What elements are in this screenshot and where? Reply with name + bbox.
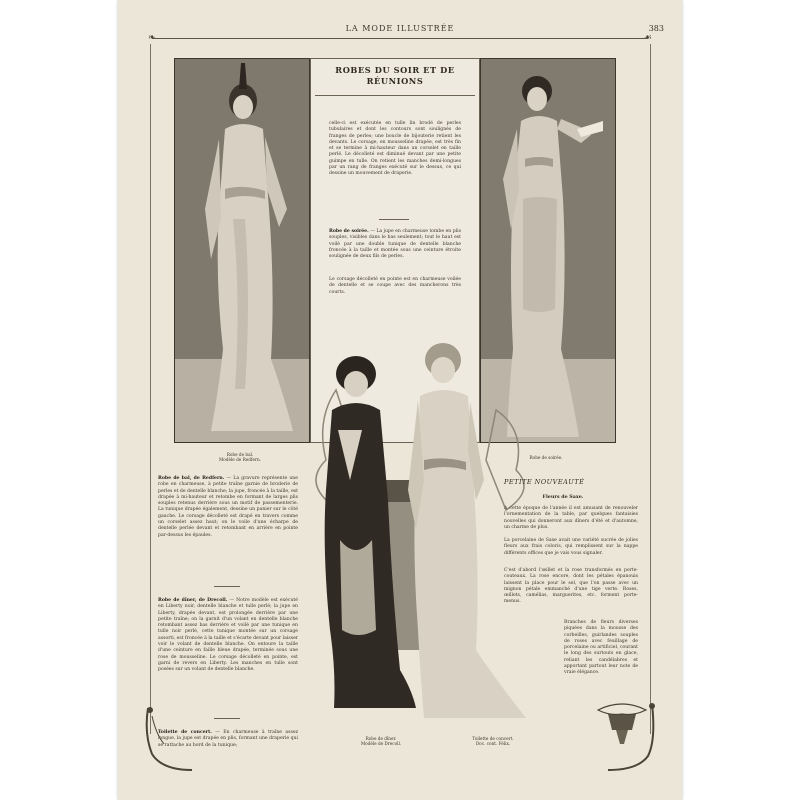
left-separator-1 <box>214 586 240 587</box>
caption-toilette-de-concert-title: Toilette de concert. <box>472 736 514 741</box>
caption-robe-de-diner-model: Modèle de Drecoll. <box>360 741 402 747</box>
box-paragraph-3: Le corsage décolleté en pointe est en charmeuse voilée de dentelle et se coupe avec des mancherons très courts. <box>329 277 461 295</box>
caption-toilette-de-concert <box>448 736 538 747</box>
right-paragraph-1: A cette époque de l'année il est amusant de renouveler l'ornementation de la table, par quelques fantaisies nouvelles qui donneront aux dîners d'été et d'automne, un charme de plus. <box>504 506 638 530</box>
caption-toilette-de-concert-credit: Doc. cont. Félix. <box>475 741 511 747</box>
caption-robe-de-diner <box>346 736 416 747</box>
caption-robe-de-bal-title: Robe de bal. <box>226 452 254 457</box>
box-separator-1 <box>379 219 409 220</box>
left-separator-2 <box>214 718 240 719</box>
right-paragraph-3: C'est d'abord l'œillet et la rose transformés en porte-couteaux. La rose encore, dont les pétales épanouis laissent la place pour le sel, que l'on passe avec un mignon pétale emmanché d'une tige verte. Roses, œillets, camélias, marguerites, etc. forment porte-menus. <box>504 568 638 605</box>
magazine-page <box>118 0 682 800</box>
caption-robe-de-bal <box>184 452 296 463</box>
bottom-right-crest-icon <box>588 700 658 774</box>
left-ornament-icon: ❧ <box>148 33 156 43</box>
robe-de-diner-text: — Notre modèle est exécuté en Liberty noir, dentelle blanche et tulle perlé; la jupe en Liberty, drapée devant, est prolongée derrière par une petite traîne; on la garnit d'un volant en dentelle blanche retombant assez bas derrière et voilé par une tunique en tulle noir perlé, cette tunique montée sur un corsage assorti, est froncée à la taille et s'écarte devant pour laisser voir le volant de dentelle blanche. On entoure la taille d'une ceinture en faille bleue drapée, terminée sous une rose de mousseline. Le corsage décolleté en pointe, est garni de revers en Liberty. Les manches en tulle sont posées sur un volant de dentelle blanche. <box>158 598 298 673</box>
header-title: LA MODE ILLUSTRÉE <box>345 24 455 33</box>
box-paragraph-2 <box>329 229 461 260</box>
bottom-left-scroll-icon <box>142 704 202 774</box>
frame-left-rule <box>150 44 151 734</box>
right-paragraph-4: Branches de fleurs diverses piquées dans la mousse des corbeilles, guirlandes souples de roses avec feuillage de porcelaine ou artificiel, courant le long des surtouts en glace, reliant les candélabres et apportant partout leur note de vraie élégance. <box>564 620 638 676</box>
article-title-line1: ROBES DU SOIR ET DE <box>335 65 455 75</box>
box-paragraph-1: celle-ci est exécutée en tulle lin brodé de perles tubulaires et dont les contours sont soulignés de franges de perles; une boucle de bijouterie retient les devants. Le corsage, en mousseline drapée, est très fin et se termine à mi-hauteur dans un corselet en taille perlé. Le décolleté est diminué devant par une petite guimpe en tulle. On retient les manches demi-longues par un rang de franges exécuté sur le dessus, ce qui dessine un mouvement de draperie. <box>329 121 461 177</box>
robe-de-bal-heading: Robe de bal, de Redfern. <box>158 476 225 481</box>
article-title-line2: RÉUNIONS <box>366 76 424 86</box>
caption-robe-de-soiree: Robe de soirée. <box>529 455 563 460</box>
photo-robe-de-bal <box>174 58 310 443</box>
toilette-de-concert-heading: Toilette de concert. <box>158 730 212 735</box>
caption-robe-de-diner-title: Robe de dîner. <box>365 736 397 741</box>
robe-de-bal-text: — La gravure représente une robe en charmeuse, à petite traîne garnie de broderie de perles et de dentelle blanche; la jupe, froncée à la taille, est drapée à mi-hauteur et retombe en formant de larges plis souples retenus derrière sous un motif de passementerie. La tunique drapée également, dessine un panier sur le côté gauche. Le corsage décolleté est drapé en travers comme un corselet assez haut; on le voile d'une écharpe de dentelle perlée devant et retombant en arrière en pointe par-dessus les épaules. <box>158 476 298 538</box>
page-number: 383 <box>648 24 664 33</box>
robe-de-soiree-heading: Robe de soirée. <box>329 229 369 234</box>
right-ornament-icon: ☙ <box>643 33 652 43</box>
header-rule <box>152 38 648 39</box>
caption-robe-de-bal-model: Modèle de Redfern. <box>219 457 261 463</box>
title-rule <box>315 95 475 96</box>
right-paragraph-2: La porcelaine de Saxe avait une variété sucrée de jolies fleurs aux frais coloris, qui remplissent sur la nappe différents offices que je vais vous signaler. <box>504 538 638 556</box>
left-paragraph-1 <box>158 476 298 539</box>
robe-de-soiree-text: — La jupe en charmeuse tombe en plis souples, visibles dans le bas seulement; tout le haut est voilé par une double tunique de dentelle blanche froncée à la taille et montée sous une ceinture étroite soulignée de deux fils de perles. <box>329 229 461 260</box>
frame-right-rule <box>650 44 651 734</box>
toilette-de-concert-text: — En charmeuse à traîne assez longue, la jupe est drapée en plis, formant une draperie qui se rattache au bord de la tunique; <box>158 730 298 748</box>
left-paragraph-2 <box>158 598 298 674</box>
petite-nouveaute-heading: PETITE NOUVEAUTÉ <box>504 478 585 486</box>
robe-de-diner-heading: Robe de dîner, de Drecoll. <box>158 598 228 603</box>
fleurs-de-saxe-subheading: Fleurs de Saxe. <box>542 494 584 500</box>
article-title <box>311 65 479 87</box>
figure-robe-de-bal <box>175 59 309 442</box>
